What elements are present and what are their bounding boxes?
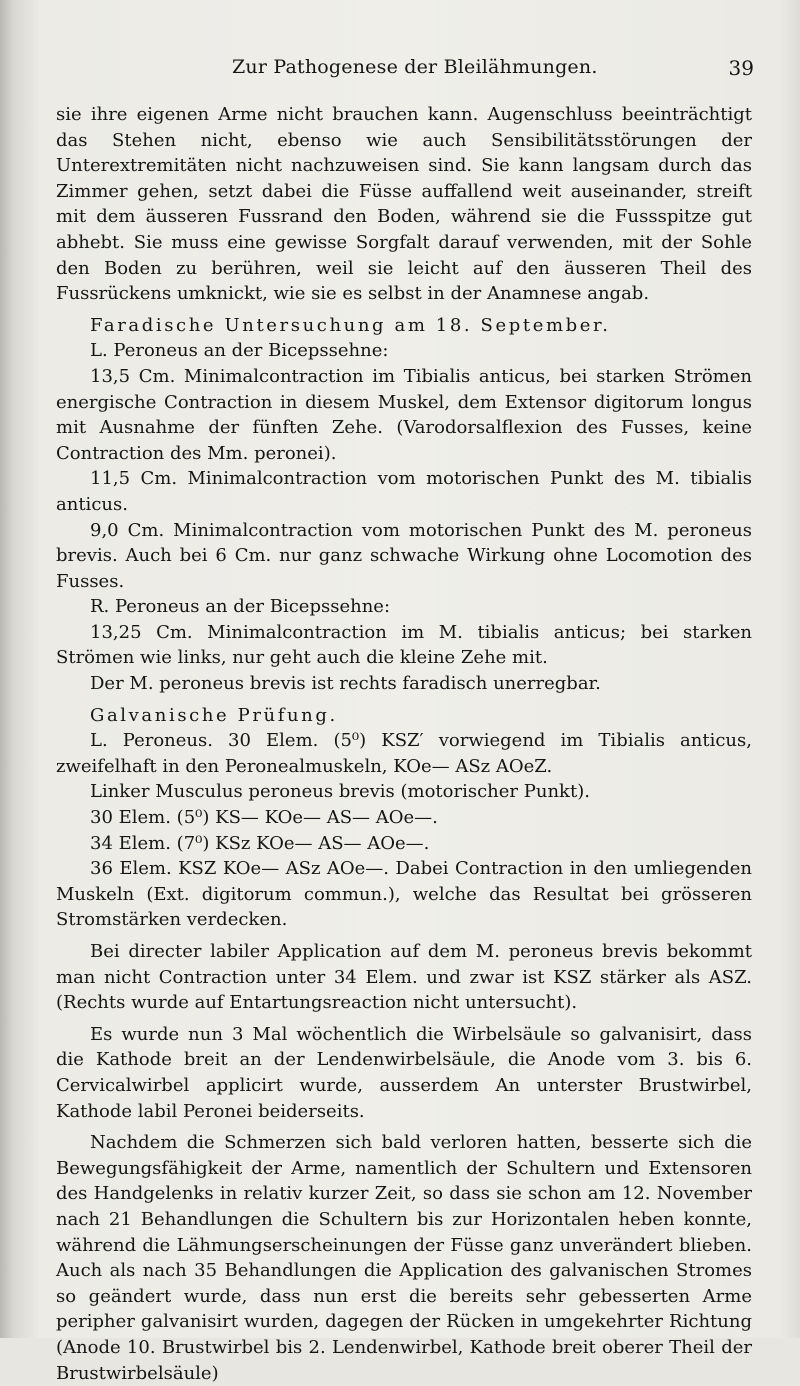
running-title: Zur Pathogenese der Bleilähmungen. [232, 56, 598, 78]
paragraph-left-peroneus: L. Peroneus an der Bicepssehne: [90, 340, 389, 362]
paragraph-treatment: Es wurde nun 3 Mal wöchentlich die Wirbelsäule so galvanisirt, dass die Kathode breit an der Lendenwirbelsäule, die Anode vom 3. bis 6. Cervicalwirbel applicirt wurde, ausserdem An unterster Brustwirbel, Kathode labil Peronei beiderseits. [56, 1023, 752, 1122]
paragraph-13-5cm: 13,5 Cm. Minimalcontraction im Tibialis anticus, bei starken Strömen energische Contraction in diesem Muskel, dem Extensor digitorum longus mit Ausnahme der fünften Zehe. (Varodorsalflexion des Fusses, keine Contraction des Mm. peronei). [56, 365, 752, 464]
paragraph-direct-application: Bei directer labiler Application auf dem M. peroneus brevis bekommt man nicht Contraction unter 34 Elem. und zwar ist KSZ stärker als ASZ. (Rechts wurde auf Entartungsreaction nicht untersucht). [56, 941, 752, 1014]
paragraph-peroneus-brevis: Der M. peroneus brevis ist rechts faradisch unerregbar. [90, 673, 601, 695]
paragraph-34-elem: 34 Elem. (7⁰) KSz KOe— AS— AOe—. [90, 832, 430, 854]
paragraph-36-elem: 36 Elem. KSZ KOe— ASz AOe—. Dabei Contraction in den umliegenden Muskeln (Ext. digitorum commun.), welche das Resultat bei grösseren Stromstärken verdecken. [56, 858, 752, 931]
paragraph-improvement: Nachdem die Schmerzen sich bald verloren hatten, besserte sich die Bewegungsfähigkeit der Arme, namentlich der Schultern und Extensoren des Handgelenks in relativ kurzer Zeit, so dass sie schon am 12. November nach 21 Behandlungen die Schultern bis zur Horizontalen heben konnte, während die Lähmungserscheinungen der Füsse ganz unverändert blieben. Auch als nach 35 Behandlungen die Application des galvanischen Stromes so geändert wurde, dass nun erst die bereits sehr gebesserten Arme peripher galvanisirt wurden, dagegen der Rücken in umgekehrter Richtung (Anode 10. Brustwirbel bis 2. Lendenwirbel, Kathode breit oberer Theil der Brustwirbelsäule) [56, 1132, 752, 1384]
paragraph-9-0cm: 9,0 Cm. Minimalcontraction vom motorischen Punkt des M. peroneus brevis. Auch bei 6 Cm. nur ganz schwache Wirkung ohne Locomotion des Fusses. [56, 519, 752, 592]
page-number: 39 [728, 56, 754, 80]
section-heading-galvanic: Galvanische Prüfung. [90, 704, 338, 726]
page-body [56, 102, 752, 1386]
paragraph-right-peroneus: R. Peroneus an der Bicepssehne: [90, 596, 391, 618]
paragraph-13-25cm: 13,25 Cm. Minimalcontraction im M. tibialis anticus; bei starken Strömen wie links, nur geht auch die kleine Zehe mit. [56, 621, 752, 669]
paragraph-linker-musculus: Linker Musculus peroneus brevis (motorischer Punkt). [90, 781, 590, 803]
paragraph-l-peroneus-30-elem: L. Peroneus. 30 Elem. (5⁰) KSZ′ vorwiegend im Tibialis anticus, zweifelhaft in den Peronealmuskeln, KOe— ASz AOeZ. [56, 730, 752, 777]
page-header [56, 56, 754, 86]
paragraph-continuation: sie ihre eigenen Arme nicht brauchen kann. Augenschluss beeinträchtigt das Stehen nicht, ebenso wie auch Sensibilitätsstörungen der Unterextremitäten nicht nachzuweisen sind. Sie kann langsam durch das Zimmer gehen, setzt dabei die Füsse auffallend weit auseinander, streift mit dem äusseren Fussrand den Boden, während sie die Fussspitze gut abhebt. Sie muss eine gewisse Sorgfalt darauf verwenden, mit der Sohle den Boden zu berühren, weil sie leicht auf den äusseren Theil des Fussrückens umknickt, wie sie es selbst in der Anamnese angab. [56, 104, 752, 305]
paragraph-30-elem: 30 Elem. (5⁰) KS— KOe— AS— AOe—. [90, 807, 438, 829]
section-heading-faradic: Faradische Untersuchung am 18. September. [90, 314, 611, 336]
paragraph-11-5cm: 11,5 Cm. Minimalcontraction vom motorischen Punkt des M. tibialis anticus. [56, 468, 752, 515]
